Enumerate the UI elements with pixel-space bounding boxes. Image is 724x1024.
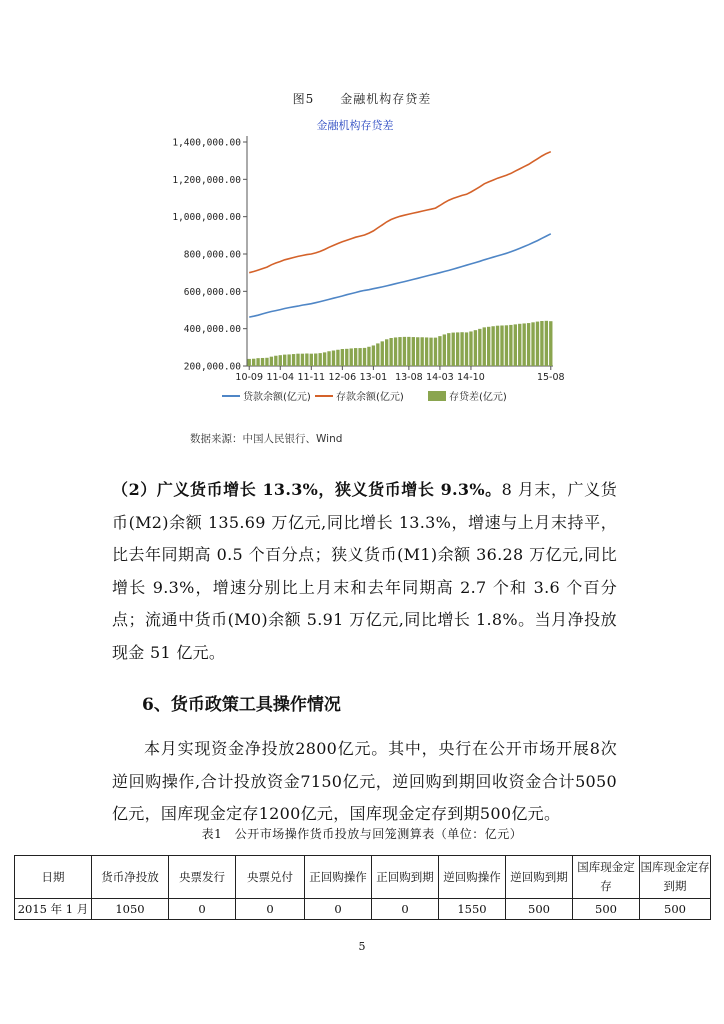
- gap-bar: [252, 359, 255, 366]
- gap-bar: [279, 355, 282, 366]
- legend-label: 存贷差(亿元): [449, 392, 507, 403]
- gap-bar: [527, 323, 530, 366]
- header-cell: 正回购到期: [372, 856, 439, 899]
- data-source: 数据来源：中国人民银行、Wind: [190, 433, 343, 445]
- x-tick-label: 15-08: [536, 372, 565, 383]
- x-tick-label: 11-11: [297, 372, 326, 383]
- y-axis: [172, 136, 247, 373]
- legend-label: 贷款余额(亿元): [243, 392, 311, 403]
- x-tick-label: 11-04: [266, 372, 295, 383]
- gap-bar: [407, 337, 410, 366]
- series-line: [249, 234, 551, 317]
- table-cell: 500: [506, 899, 573, 920]
- gap-bar: [536, 322, 539, 366]
- gap-bar: [434, 338, 437, 366]
- table-cell: 2015 年 1 月: [15, 899, 92, 920]
- gap-bar: [287, 354, 290, 366]
- gap-bar: [478, 329, 481, 366]
- x-axis: [235, 366, 564, 383]
- x-tick-label: 13-01: [359, 372, 388, 383]
- gap-bar: [367, 347, 370, 366]
- gap-bar: [283, 355, 286, 366]
- paragraph-body: 8 月末，广义货币(M2)余额 135.69 万亿元,同比增长 13.3%，增速与上月末持平，比去年同期高 0.5 个百分点；狭义货币(M1)余额 36.28 万亿元,同比增长 9.3%，增速分别比上月末和去年同期高 2.7 个和 3.6 个百分点；流通中货币(M0)余额 5.91 万亿元,同比增长 1.8%。当月净投放现金 51 亿元。: [112, 480, 617, 662]
- chart-legend: [222, 390, 507, 403]
- gap-bar: [341, 349, 344, 366]
- x-tick-label: 13-08: [395, 372, 423, 383]
- paragraph-money-supply: [112, 474, 617, 669]
- gap-bar: [345, 349, 348, 366]
- header-cell: 国库现金定存到期: [640, 856, 711, 899]
- gap-bar: [509, 325, 512, 366]
- gap-bar: [292, 354, 295, 366]
- table-caption: 表1 公开市场操作货币投放与回笼测算表（单位：亿元）: [201, 827, 523, 841]
- gap-bar: [265, 358, 268, 366]
- table-row: [15, 899, 711, 920]
- header-cell: 逆回购到期: [506, 856, 573, 899]
- gap-bar: [460, 332, 463, 366]
- x-tick-label: 10-09: [235, 372, 264, 383]
- deposit-loan-chart: [150, 112, 590, 412]
- y-tick-label: 1,400,000.00: [172, 137, 241, 149]
- table-cell: 1550: [439, 899, 506, 920]
- gap-bar: [518, 324, 521, 366]
- x-tick-label: 14-03: [426, 372, 454, 383]
- gap-bar: [447, 333, 450, 366]
- gap-bar: [496, 326, 499, 366]
- gap-bar: [358, 348, 361, 366]
- gap-bar: [474, 330, 477, 366]
- gap-bar: [487, 327, 490, 366]
- gap-bar: [416, 337, 419, 366]
- gap-bar: [310, 354, 313, 366]
- table-cell: 0: [305, 899, 372, 920]
- table-cell: 0: [169, 899, 236, 920]
- gap-bar: [514, 324, 517, 366]
- y-tick-label: 1,200,000.00: [172, 174, 241, 186]
- gap-bar: [314, 353, 317, 366]
- header-cell: 逆回购操作: [439, 856, 506, 899]
- gap-bar: [483, 327, 486, 366]
- gap-bar: [350, 348, 353, 366]
- gap-bar: [531, 322, 534, 366]
- page-number: 5: [358, 940, 366, 953]
- y-tick-label: 600,000.00: [183, 286, 241, 298]
- gap-bar: [505, 325, 508, 366]
- y-tick-label: 800,000.00: [183, 249, 241, 261]
- gap-bar: [443, 334, 446, 366]
- gap-bar: [296, 354, 299, 366]
- legend-swatch: [428, 391, 446, 401]
- gap-bar: [385, 339, 388, 366]
- gap-bar: [376, 343, 379, 366]
- gap-bar: [270, 357, 273, 366]
- gap-bar: [381, 341, 384, 366]
- gap-bar: [256, 358, 259, 366]
- gap-bar: [540, 321, 543, 366]
- gap-bar: [261, 358, 264, 366]
- gap-bar: [354, 348, 357, 366]
- gap-bar: [363, 348, 366, 366]
- gap-bar: [398, 337, 401, 366]
- gap-bar: [248, 359, 251, 366]
- gap-bar: [394, 337, 397, 366]
- gap-bar: [456, 332, 459, 366]
- table-cell: 1050: [92, 899, 169, 920]
- header-cell: 日期: [15, 856, 92, 899]
- gap-bar: [305, 353, 308, 366]
- gap-bar: [412, 337, 415, 366]
- gap-bar: [429, 338, 432, 366]
- gap-bar: [318, 353, 321, 366]
- gap-bar: [332, 351, 335, 366]
- figure-caption: 图5 金融机构存贷差: [292, 92, 432, 106]
- legend-label: 存款余额(亿元): [336, 392, 404, 403]
- table-cell: 0: [372, 899, 439, 920]
- gap-bar: [403, 337, 406, 366]
- table-cell: 500: [573, 899, 640, 920]
- header-cell: 国库现金定存: [573, 856, 640, 899]
- x-tick-label: 12-06: [328, 372, 357, 383]
- table-header-row: [15, 856, 711, 899]
- gap-bar: [274, 356, 277, 366]
- chart-title: 金融机构存贷差: [316, 119, 394, 132]
- operations-table: [14, 855, 711, 920]
- table-cell: 500: [640, 899, 711, 920]
- gap-bar: [522, 323, 525, 366]
- gap-bar: [438, 336, 441, 366]
- x-tick-label: 14-10: [457, 372, 485, 383]
- gap-bar: [323, 352, 326, 366]
- gap-bar: [327, 351, 330, 366]
- header-cell: 货币净投放: [92, 856, 169, 899]
- gap-bar: [336, 350, 339, 366]
- header-cell: 央票发行: [169, 856, 236, 899]
- y-tick-label: 400,000.00: [183, 324, 241, 336]
- header-cell: 央票兑付: [236, 856, 305, 899]
- gap-bar: [452, 333, 455, 366]
- gap-bar: [420, 337, 423, 366]
- gap-bar: [465, 332, 468, 366]
- gap-bar: [545, 321, 548, 366]
- series-lines: [249, 152, 551, 317]
- gap-bar: [549, 321, 552, 366]
- series-line: [249, 152, 551, 273]
- y-tick-label: 1,000,000.00: [172, 212, 241, 224]
- header-cell: 正回购操作: [305, 856, 372, 899]
- section-heading: 6、货币政策工具操作情况: [142, 695, 341, 715]
- gap-bars: [248, 321, 553, 366]
- table-cell: 0: [236, 899, 305, 920]
- gap-bar: [389, 338, 392, 366]
- paragraph-policy-tools: 本月实现资金净投放2800亿元。其中，央行在公开市场开展8次逆回购操作,合计投放资金7150亿元，逆回购到期回收资金合计5050亿元，国库现金定存1200亿元，国库现金定存到期500亿元。: [112, 739, 617, 823]
- y-tick-label: 200,000.00: [183, 361, 241, 373]
- paragraph-bold-lead: （2）广义货币增长 13.3%，狭义货币增长 9.3%。: [112, 480, 502, 499]
- gap-bar: [372, 345, 375, 366]
- gap-bar: [491, 326, 494, 366]
- gap-bar: [301, 354, 304, 366]
- gap-bar: [500, 325, 503, 366]
- gap-bar: [469, 331, 472, 366]
- gap-bar: [425, 337, 428, 366]
